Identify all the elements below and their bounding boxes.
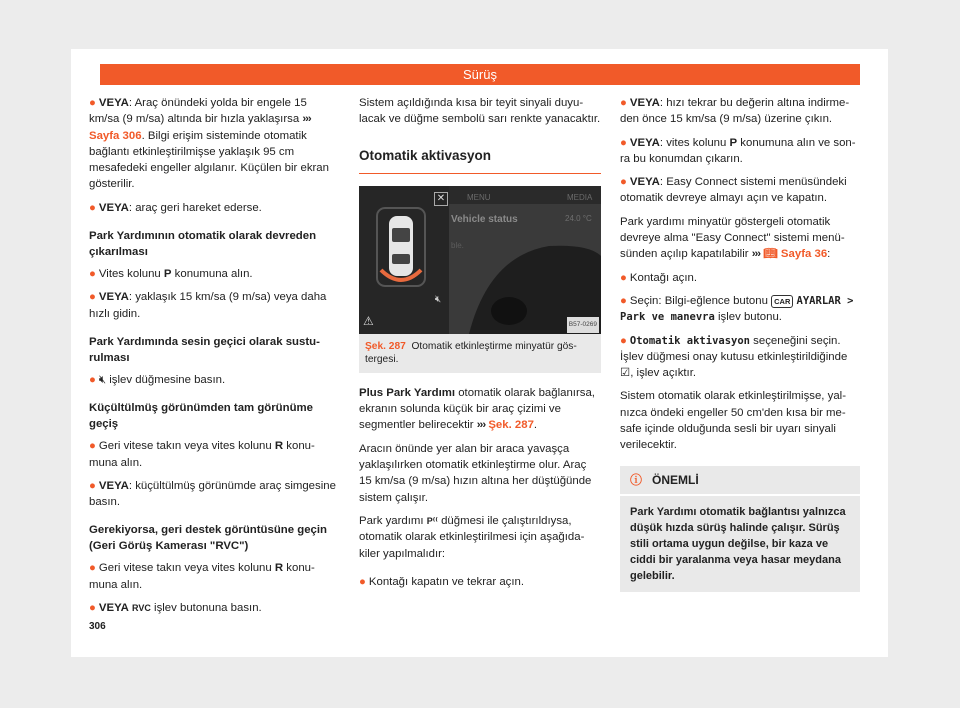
bullet-label: VEYA bbox=[629, 176, 660, 189]
bullet-item bbox=[89, 289, 339, 322]
figure-code: B57-0269 bbox=[567, 317, 599, 333]
subheading: Park Yardımında sesin geçici olarak susturulması bbox=[89, 335, 320, 364]
bullet-text: , işlev açıktır. bbox=[630, 367, 697, 380]
warning-icon: ⚠ bbox=[363, 313, 374, 328]
bullet-item bbox=[89, 95, 339, 193]
bullet-text: işlev butonu. bbox=[714, 311, 782, 324]
bullet-icon: ● bbox=[89, 201, 96, 214]
bullet-item bbox=[89, 560, 339, 593]
bullet-text: işlev butonuna basın. bbox=[150, 602, 262, 615]
bullet-icon: ● bbox=[620, 176, 627, 189]
bullet-item bbox=[620, 95, 860, 128]
bullet-text: konumuna alın. bbox=[171, 268, 253, 281]
bullet-label: VEYA bbox=[629, 136, 660, 149]
bullet-label: VEYA bbox=[98, 97, 129, 109]
bullet-text: konumuna alın. bbox=[89, 440, 315, 469]
bullet-item bbox=[359, 574, 601, 590]
caption-text: Otomatik etkinleştirme minyatür göstergesi. bbox=[365, 340, 577, 365]
note-body: Park Yardımı otomatik bağlantısı yalnızca düşük hızda sürüş halinde çalışır. Sürüş stili ortama uygun değilse, bir kaza ve ciddi bir yaralanma veya hasar meydana gelebilir. bbox=[630, 505, 846, 582]
paragraph bbox=[359, 513, 601, 562]
bullet-text: : küçültülmüş görünümde araç simgesine basın. bbox=[89, 479, 336, 509]
gear-position: P bbox=[729, 136, 738, 149]
bullet-icon: ● bbox=[89, 479, 96, 492]
vehicle-status-label: Vehicle status bbox=[451, 213, 518, 225]
bullet-icon: ● bbox=[620, 97, 627, 109]
bullet-icon: ● bbox=[620, 271, 627, 284]
temperature-label: 24.0 °C bbox=[565, 213, 592, 223]
bullet-icon: ● bbox=[89, 440, 96, 453]
bullet-text: Seçin: Bilgi-eğlence butonu bbox=[629, 294, 772, 307]
bullet-item bbox=[89, 372, 339, 388]
punctuation: . bbox=[533, 419, 538, 432]
note-title: ÖNEMLİ bbox=[652, 472, 699, 487]
paragraph-text: düğmesi ile çalıştırıldıysa, otomatik olarak etkinleştirilmesi için aşağıdakiler yapılmalıdır: bbox=[359, 514, 585, 560]
bullet-item bbox=[89, 600, 339, 616]
bullet-icon: ● bbox=[89, 97, 96, 109]
bullet-icon: ● bbox=[359, 575, 366, 588]
paragraph-text: otomatik olarak bağlanırsa, ekranın solunda küçük bir araç çizimi ve segmentler belirecektir bbox=[359, 386, 595, 432]
bullet-text: Kontağı kapatın ve tekrar açın. bbox=[368, 575, 525, 588]
bullet-text: : yaklaşık 15 km/sa (9 m/sa) veya daha hızlı gidin. bbox=[89, 291, 327, 320]
bullet-item bbox=[620, 333, 860, 382]
bullet-icon: ● bbox=[620, 136, 627, 149]
mute-speaker-icon: 🔇︎ bbox=[98, 373, 107, 386]
column-right bbox=[620, 95, 860, 592]
bullet-label: VEYA bbox=[98, 602, 129, 615]
bullet-text: : Araç önündeki yolda bir engele 15 km/sa (9 m/sa) altında bir hızla yaklaşırsa bbox=[89, 97, 307, 126]
bullet-icon: ● bbox=[89, 602, 96, 615]
bullet-item bbox=[620, 270, 860, 286]
section-heading: Otomatik aktivasyon bbox=[359, 148, 601, 174]
bullet-text: Geri vitese takın veya vites kolunu bbox=[98, 440, 275, 453]
bullet-label: VEYA bbox=[98, 479, 129, 492]
ble-label: ble. bbox=[451, 240, 464, 250]
bullet-text: Kontağı açın. bbox=[629, 271, 698, 284]
bullet-item bbox=[89, 438, 339, 471]
info-circle-icon: ⓘ bbox=[630, 472, 643, 487]
bullet-icon: ● bbox=[89, 562, 96, 575]
bullet-text: . Bilgi erişim sisteminde otomatik bağlantı etkinleştirilmişse yaklaşık 95 cm mesafedeki engeller algılanır. Küçülen bir ekran gösterilir. bbox=[89, 129, 329, 191]
column-middle bbox=[359, 95, 601, 597]
bullet-label: VEYA bbox=[98, 201, 129, 214]
intro-paragraph: Sistem açıldığında kısa bir teyit sinyali duyulacak ve düğme sembolü sarı renkte yanacaktır. bbox=[359, 97, 601, 126]
ref-arrow-icon: ››› bbox=[302, 113, 311, 126]
paragraph-text: Park yardımı bbox=[359, 514, 427, 527]
bullet-item bbox=[89, 478, 339, 511]
menu-label: MENU bbox=[467, 192, 491, 202]
menu-path: AYARLAR > Park ve manevra bbox=[620, 294, 854, 324]
car-scene-image bbox=[359, 186, 601, 334]
ref-arrow-icon: ››› bbox=[751, 248, 761, 261]
gear-position: P bbox=[163, 268, 172, 281]
punctuation: : bbox=[827, 248, 831, 261]
bullet-text: : hızı tekrar bu değerin altına indirmeden önce 15 km/sa (9 m/sa) üzerine çıkın. bbox=[620, 97, 850, 126]
figure-number: Şek. 287 bbox=[365, 340, 406, 352]
paragraph bbox=[359, 385, 601, 434]
bullet-item bbox=[620, 174, 860, 207]
paragraph bbox=[620, 214, 860, 263]
bullet-icon: ● bbox=[89, 373, 96, 386]
bullet-label: VEYA bbox=[629, 97, 660, 109]
bullet-text: konumuna alın ve sonra bu konumdan çıkarın. bbox=[620, 136, 856, 165]
bullet-text: Vites kolunu bbox=[98, 268, 164, 281]
bullet-icon: ● bbox=[620, 294, 627, 307]
ref-arrow-icon: ››› bbox=[476, 419, 486, 432]
media-label: MEDIA bbox=[567, 192, 593, 202]
bullet-label: VEYA bbox=[98, 291, 129, 304]
gear-position: R bbox=[274, 440, 284, 453]
park-assist-icon: P⁽⁽ bbox=[426, 515, 438, 526]
note-header bbox=[620, 466, 860, 496]
bullet-text: Geri vitese takın veya vites kolunu bbox=[98, 562, 275, 575]
figure-reference-link[interactable]: Şek. 287 bbox=[488, 419, 534, 432]
close-icon[interactable]: ✕ bbox=[434, 192, 448, 206]
bullet-text: seçeneğini seçin. İşlev düğmesi onay kutusu etkinleştirildiğinde bbox=[620, 334, 848, 363]
bullet-item bbox=[620, 135, 860, 168]
menu-option: Otomatik aktivasyon bbox=[629, 334, 750, 347]
car-button-icon: CAR bbox=[771, 295, 793, 308]
column-left bbox=[89, 95, 339, 623]
figure-caption bbox=[359, 334, 601, 373]
paragraph-text: Park yardımı minyatür göstergeli otomatik devreye alma "Easy Connect" sistemi menüsünden açılıp kapatılabilir bbox=[620, 215, 845, 261]
bullet-text: : Easy Connect sistemi menüsündeki otomatik devreye almayı açın ve kapatın. bbox=[620, 176, 847, 205]
bullet-icon: ● bbox=[620, 334, 627, 347]
speaker-mute-icon[interactable]: 🔇︎ bbox=[434, 293, 442, 305]
bold-term: Plus Park Yardımı bbox=[359, 386, 456, 399]
bullet-text: : araç geri hareket ederse. bbox=[128, 201, 262, 214]
gear-position: R bbox=[274, 562, 284, 575]
paragraph: Sistem otomatik olarak etkinleştirilmişse, yalnızca öndeki engeller 50 cm'den kısa bir mesafe içinde olduğunda sesli bir uyarı sinyali verilecektir. bbox=[620, 390, 846, 452]
bullet-text: : vites kolunu bbox=[659, 136, 730, 149]
page-reference-link[interactable]: Sayfa 306 bbox=[89, 129, 142, 142]
bullet-text: işlev düğmesine basın. bbox=[106, 373, 226, 386]
paragraph: Aracın önünde yer alan bir araca yavaşça yaklaşılırken otomatik etkinleştirme olur. Araç 15 km/sa (9 m/sa) hızın altına her düştüğünde sistem çalışır. bbox=[359, 442, 592, 504]
subheading: Park Yardımının otomatik olarak devreden çıkarılması bbox=[89, 230, 317, 259]
rvc-button-label: RVC bbox=[132, 603, 151, 614]
bullet-icon: ● bbox=[89, 291, 96, 304]
book-icon: 📖︎ bbox=[763, 248, 778, 261]
bullet-item bbox=[620, 293, 860, 326]
bullet-item bbox=[89, 266, 339, 282]
bullet-icon: ● bbox=[89, 268, 96, 281]
bullet-item bbox=[89, 200, 339, 216]
important-note bbox=[620, 466, 860, 592]
page-number: 306 bbox=[89, 621, 106, 632]
page-reference-link[interactable]: Sayfa 36 bbox=[780, 248, 828, 261]
subheading: Küçültülmüş görünümden tam görünüme geçiş bbox=[89, 402, 314, 431]
figure-screen bbox=[359, 186, 601, 334]
section-header: Sürüş bbox=[100, 64, 860, 85]
subheading: Gerekiyorsa, geri destek görüntüsüne geçin (Geri Görüş Kamerası "RVC") bbox=[89, 524, 328, 553]
bullet-text: konumuna alın. bbox=[89, 562, 315, 591]
checkbox-icon: ☑ bbox=[620, 367, 631, 380]
